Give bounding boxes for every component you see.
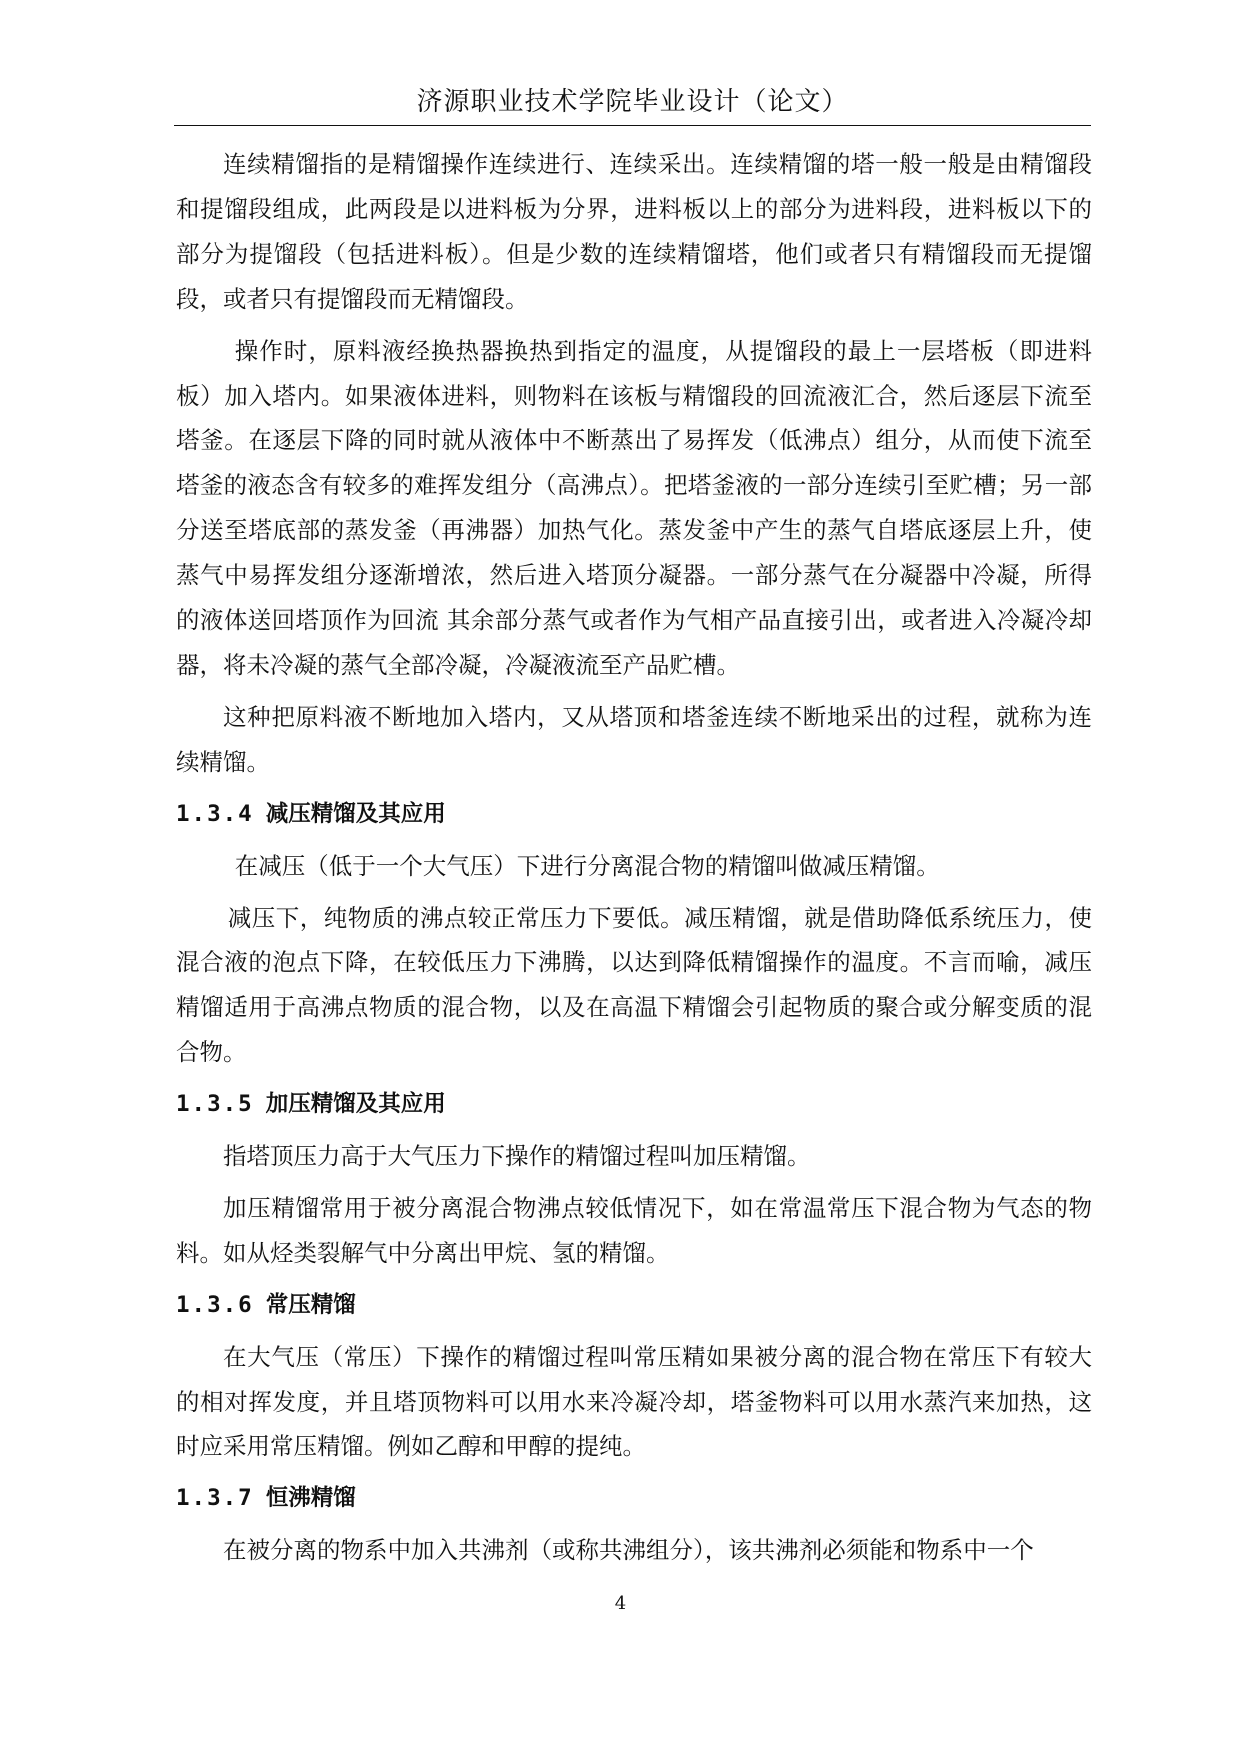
section-title: 加压精馏及其应用 xyxy=(265,1091,446,1118)
section-title: 常压精馏 xyxy=(265,1291,356,1318)
section-number: 1.3.7 xyxy=(176,1485,254,1512)
paragraph-pressure-definition: 指塔顶压力高于大气压力下操作的精馏过程叫加压精馏。 xyxy=(223,1142,811,1171)
page-number: 4 xyxy=(614,1593,627,1614)
header-divider xyxy=(174,125,1091,126)
paragraph-azeotropic-distillation: 在被分离的物系中加入共沸剂（或称共沸组分），该共沸剂必须能和物系中一个 xyxy=(223,1536,1034,1565)
paragraph-pressure-application: 加压精馏常用于被分离混合物沸点较低情况下，如在常温常压下混合物为气态的物料。如从烃类裂解气中分离出甲烷、氢的精馏。 xyxy=(176,1193,1092,1267)
paragraph-operation-process: 操作时，原料液经换热器换热到指定的温度，从提馏段的最上一层塔板（即进料板）加入塔内。如果液体进料，则物料在该板与精馏段的回流液汇合，然后逐层下流至塔釜。在逐层下降的同时就从液体中不断蒸出了易挥发（低沸点）组分，从而使下流至塔釜的液态含有较多的难挥发组分（高沸点）。把塔釜液的一部分连续引至贮槽；另一部分送至塔底部的蒸发釜（再沸器）加热气化。蒸发釜中产生的蒸气自塔底逐层上升，使蒸气中易挥发组分逐渐增浓，然后进入塔顶分凝器。一部分蒸气在分凝器中冷凝，所得的液体送回塔顶作为回流 其余部分蒸气或者作为气相产品直接引出，或者进入冷凝冷却器，将未冷凝的蒸气全部冷凝，冷凝液流至产品贮槽。 xyxy=(176,336,1093,679)
section-heading-1-3-7 xyxy=(176,1476,1092,1521)
section-heading-1-3-4 xyxy=(176,792,1092,837)
paragraph-vacuum-definition: 在减压（低于一个大气压）下进行分离混合物的精馏叫做减压精馏。 xyxy=(234,851,940,880)
section-title: 恒沸精馏 xyxy=(265,1485,356,1512)
section-number: 1.3.4 xyxy=(176,800,254,827)
page-header-title: 济源职业技术学院毕业设计（论文） xyxy=(416,87,849,117)
paragraph-continuous-distillation: 连续精馏指的是精馏操作连续进行、连续采出。连续精馏的塔一般一般是由精馏段和提馏段组成，此两段是以进料板为分界，进料板以上的部分为进料段，进料板以下的部分为提馏段（包括进料板）。但是少数的连续精馏塔，他们或者只有精馏段而无提馏段，或者只有提馏段而无精馏段。 xyxy=(176,150,1092,313)
section-heading-1-3-5 xyxy=(176,1082,1092,1127)
paragraph-atmospheric-distillation: 在大气压（常压）下操作的精馏过程叫常压精如果被分离的混合物在常压下有较大的相对挥发度，并且塔顶物料可以用水来冷凝冷却，塔釜物料可以用水蒸汽来加热，这时应采用常压精馏。例如乙醇和甲醇的提纯。 xyxy=(176,1342,1092,1461)
section-heading-1-3-6 xyxy=(176,1283,1092,1328)
section-title: 减压精馏及其应用 xyxy=(265,800,446,827)
paragraph-vacuum-application: 减压下，纯物质的沸点较正常压力下要低。减压精馏，就是借助降低系统压力，使混合液的泡点下降，在较低压力下沸腾，以达到降低精馏操作的温度。不言而喻，减压精馏适用于高沸点物质的混合物，以及在高温下精馏会引起物质的聚合或分解变质的混合物。 xyxy=(176,903,1092,1067)
paragraph-continuous-definition: 这种把原料液不断地加入塔内，又从塔顶和塔釜连续不断地采出的过程，就称为连续精馏。 xyxy=(176,702,1092,776)
document-body xyxy=(176,142,1092,1580)
section-number: 1.3.5 xyxy=(176,1091,254,1118)
section-number: 1.3.6 xyxy=(176,1291,254,1318)
